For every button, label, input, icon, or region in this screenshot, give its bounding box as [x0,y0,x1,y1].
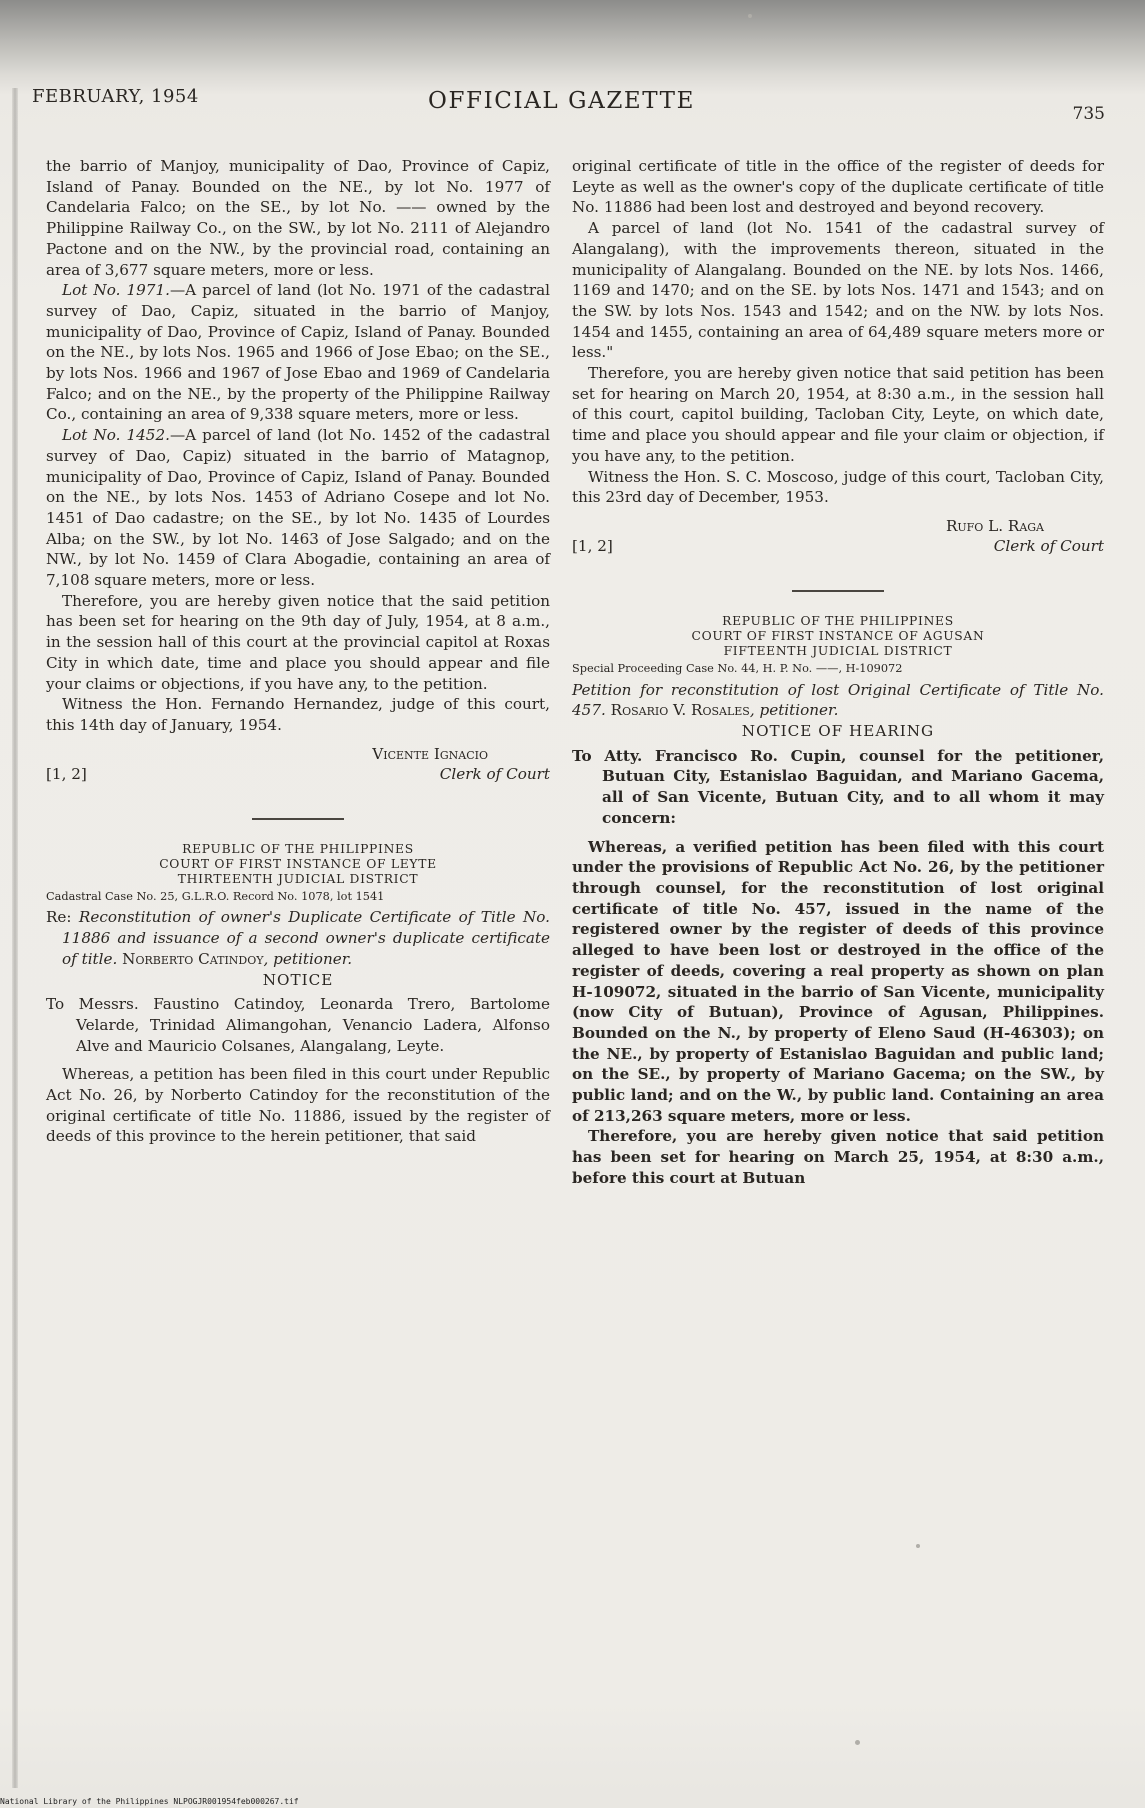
header-date: FEBRUARY, 1954 [32,86,199,107]
whereas-paragraph: Whereas, a petition has been filed in this court under Republic Act No. 26, by Norberto Catindoy for the reconstitution of the original certificate of title No. 11886, issued by the register of deeds of this province to the herein petitioner, that said [46,1065,550,1146]
re-line [46,907,550,969]
speck [855,1740,860,1745]
notice-title: NOTICE [262,970,334,989]
publication-code: [1, 2] [46,764,87,783]
witness-paragraph: Witness the Hon. S. C. Moscoso, judge of this court, Tacloban City, this 23rd day of December, 1953. [572,467,1104,507]
lot-label: Lot No. 1971. [62,281,170,300]
lot-text: —A parcel of land (lot No. 1452 of the cadastral survey of Dao, Capiz) situated in the barrio of Matagnop, municipality of Dao, Province of Capiz, Island of Panay. Bounded on the NE., by lots Nos. 1453 of Adriano Cosepe and lot No. 1451 of Dao cadastre; on the SE., by lot No. 1435 of Lourdes Alba; on the SW., by lot No. 1463 of Jose Salgado; and on the NW., by lot No. 1459 of Clara Abogadie, containing an area of 7,108 square meters, more or less. [46,426,551,590]
notice-title: NOTICE OF HEARING [741,722,935,741]
lot-1971-paragraph [46,280,550,425]
header-title: OFFICIAL GAZETTE [428,88,695,114]
paragraph: the barrio of Manjoy, municipality of Dao, Province of Capiz, Island of Panay. Bounded on the NE., by lot No. 1977 of Candelaria Falco; on the SE., by lot No. —— owned by the Philippine Railway Co., on the SW., by lot No. 2111 of Alejandro Pactone and on the NW., by the provincial road, containing an area of 3,677 square meters, more or less. [46,157,550,279]
petition-text: Petition for reconstitution of lost Original Certificate of Title No. 457. [572,680,1104,720]
signature-block [572,516,1104,560]
signatory-name: Rufo L. Raga [945,516,1044,535]
right-column [572,156,1104,1189]
court-heading [572,614,1104,659]
section-divider [252,818,344,820]
petition-line [572,680,1104,721]
lot-label: Lot No. 1452. [62,426,170,445]
case-number: Cadastral Case No. 25, G.L.R.O. Record No. 1078, lot 1541 [46,889,385,903]
addressees: To Messrs. Faustino Catindoy, Leonarda Trero, Bartolome Velarde, Trinidad Alimangohan, Venancio Ladera, Alfonso Alve and Mauricio Colsanes, Alangalang, Leyte. [46,995,550,1055]
witness-paragraph: Witness the Hon. Fernando Hernandez, judge of this court, this 14th day of January, 1954. [46,695,550,734]
lot-1452-paragraph [46,425,550,591]
whereas-paragraph: Whereas, a verified petition has been filed with this court under the provisions of Republic Act No. 26, by the petitioner through counsel, for the reconstitution of lost original certificate of title No. 457, issued in the name of the registered owner by the register of deeds of this province alleged to have been lost or destroyed in the office of the register of deeds, covering a real property as shown on plan H-109072, situated in the barrio of San Vicente, municipality (now City of Butuan), Province of Agusan, Philippines. Bounded on the N., by property of Eleno Saud (H-46303); on the NE., by property of Estanislao Baguidan and public land; on the SE., by property of Mariano Gacema; on the SW., by public land; and on the W., by public land. Containing an area of 213,263 square meters, more or less. [572,837,1104,1125]
section-divider [792,590,884,592]
left-column [46,156,550,1147]
parcel-paragraph: A parcel of land (lot No. 1541 of the cadastral survey of Alangalang), with the improvements thereon, situated in the municipality of Alangalang. Bounded on the NE. by lots Nos. 1466, 1169 and 1470; and on the SE. by lots Nos. 1471 and 1543; and on the SW. by lots Nos. 1543 and 1542; and on the NW. by lots Nos. 1454 and 1455, containing an area of 64,489 square meters more or less." [572,219,1104,362]
re-text: Reconstitution of owner's Duplicate Certificate of Title No. 11886 and issuance of a second owner's duplicate certificate of title. [62,908,551,968]
court-line: FIFTEENTH JUDICIAL DISTRICT [723,643,953,658]
petitioner-role: , petitioner. [263,949,353,968]
signatory-name: Vicente Ignacio [372,744,488,763]
publication-code: [1, 2] [572,536,613,555]
petitioner-role: , petitioner. [749,701,839,720]
page-header [0,86,1145,126]
paragraph: original certificate of title in the office of the register of deeds for Leyte as well as the owner's copy of the duplicate certificate of title No. 11886 had been lost and destroyed and beyond recovery. [572,157,1104,217]
signatory-title: Clerk of Court [993,536,1104,555]
therefore-paragraph: Therefore, you are hereby given notice that said petition has been set for hearing on March 20, 1954, at 8:30 a.m., in the session hall of this court, capitol building, Tacloban City, Leyte, on which date, time and place you should appear and file your claim or objection, if you have any, to the petition. [572,364,1104,465]
case-number: Special Proceeding Case No. 44, H. P. No. ——, H-109072 [572,661,903,675]
addressees: To Atty. Francisco Ro. Cupin, counsel for the petitioner, Butuan City, Estanislao Baguidan, and Mariano Gacema, all of San Vicente, Butuan City, and to all whom it may concern: [572,746,1104,827]
signature-block [46,744,550,788]
court-line: COURT OF FIRST INSTANCE OF LEYTE [159,856,437,871]
signatory-title: Clerk of Court [439,764,550,783]
lot-text: —A parcel of land (lot No. 1971 of the cadastral survey of Dao, Capiz, situated in the barrio of Manjoy, municipality of Dao, Province of Capiz, Island of Panay. Bounded on the NE., by lots Nos. 1965 and 1966 of Jose Ebao; on the SE., by lots Nos. 1966 and 1967 of Jose Ebao and 1969 of Candelaria Falco; and on the NE., by the property of the Philippine Railway Co., containing an area of 9,338 square meters, more or less. [46,281,551,424]
binding-edge [12,88,18,1788]
speck [916,1544,920,1548]
re-label: Re: [46,908,72,927]
page-number: 735 [1072,104,1105,124]
court-line: REPUBLIC OF THE PHILIPPINES [722,613,954,628]
therefore-paragraph: Therefore, you are hereby given notice that the said petition has been set for hearing on the 9th day of July, 1954, at 8 a.m., in the session hall of this court at the provincial capitol at Roxas City in which date, time and place you should appear and file your claims or objections, if you have any, to the petition. [46,591,550,693]
petitioner-name: Norberto Catindoy [122,949,264,968]
therefore-paragraph: Therefore, you are hereby given notice that said petition has been set for hearing on March 25, 1954, at 8:30 a.m., before this court at Butuan [572,1127,1104,1187]
court-line: REPUBLIC OF THE PHILIPPINES [182,841,414,856]
court-line: THIRTEENTH JUDICIAL DISTRICT [177,871,419,886]
scan-footer: National Library of the Philippines NLPOGJR001954feb000267.tif [0,1797,299,1806]
petitioner-name: Rosario V. Rosales [610,701,750,720]
court-heading [46,842,550,887]
speck [748,14,752,18]
court-line: COURT OF FIRST INSTANCE OF AGUSAN [691,628,985,643]
